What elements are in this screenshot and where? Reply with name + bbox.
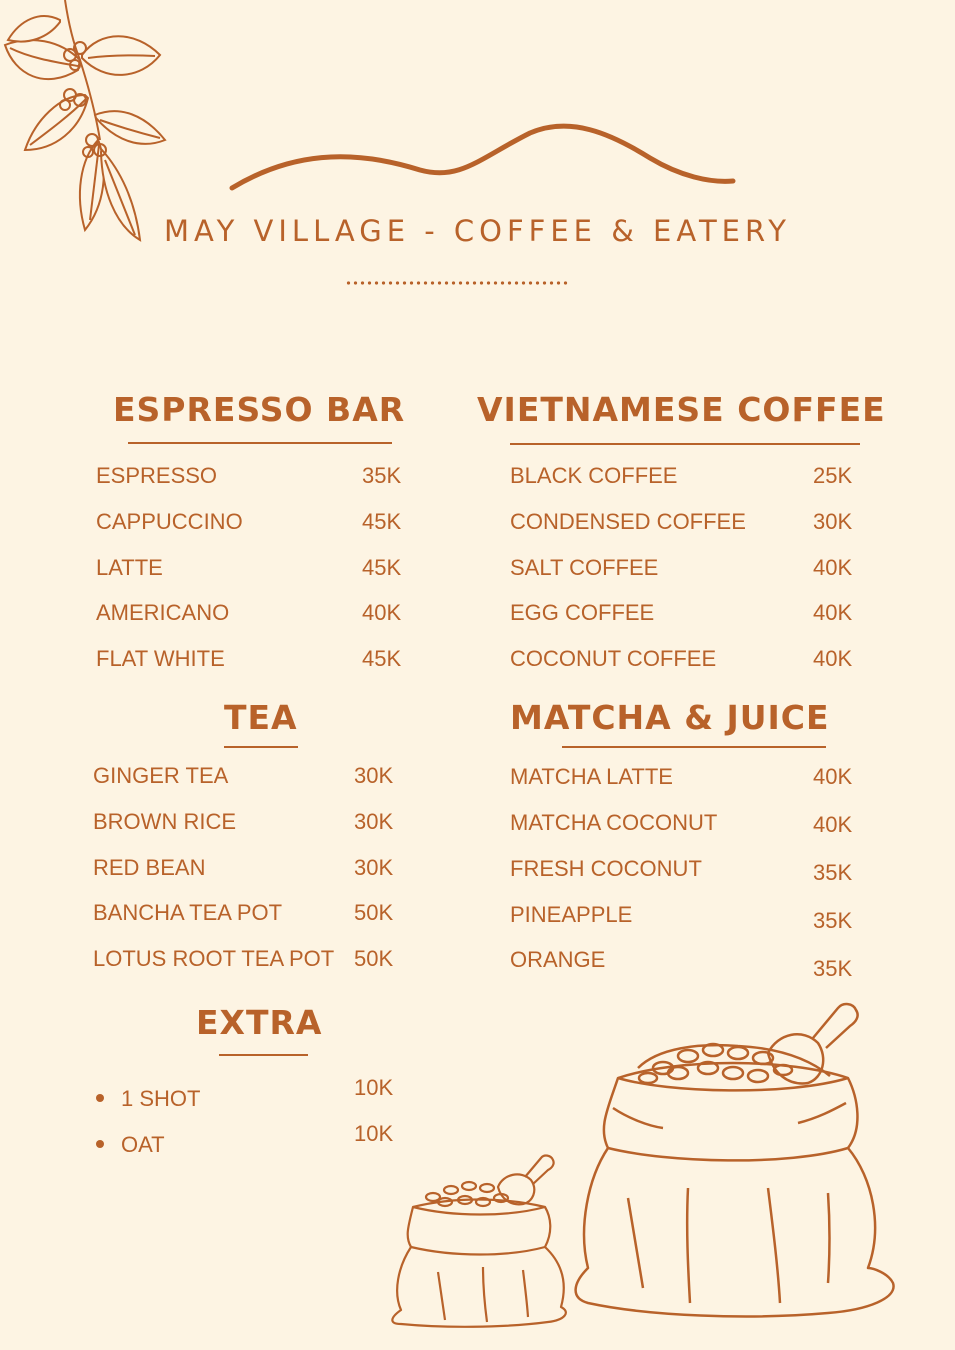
menu-item-name: BLACK COFFEE: [510, 463, 678, 488]
menu-item-name: CONDENSED COFFEE: [510, 509, 746, 534]
menu-item-name: PINEAPPLE: [510, 902, 633, 927]
menu-item-price: 50K: [354, 900, 394, 925]
menu-item-name: AMERICANO: [96, 600, 230, 625]
coffee-sack-large-icon: [568, 998, 903, 1333]
menu-item-name: LATTE: [96, 555, 163, 580]
menu-item-price: 30K: [354, 809, 394, 834]
dotted-divider: [345, 280, 570, 286]
menu-item-price: 35K: [813, 908, 853, 933]
menu-item-price: 35K: [813, 860, 853, 885]
menu-item-price: 45K: [362, 646, 402, 671]
menu-item-name: MATCHA COCONUT: [510, 810, 718, 835]
coffee-branch-icon: [0, 0, 170, 245]
menu-item-name: RED BEAN: [93, 855, 206, 880]
menu-item-name: CAPPUCCINO: [96, 509, 243, 534]
menu-item-price: 30K: [813, 509, 853, 534]
mountain-wave-icon: [230, 118, 735, 193]
menu-item-name: ESPRESSO: [96, 463, 218, 488]
page-title: MAY VILLAGE - COFFEE & EATERY: [163, 214, 792, 248]
bullet-icon: [96, 1094, 104, 1102]
extra-heading: EXTRA: [196, 1003, 323, 1042]
menu-item-name: ORANGE: [510, 947, 606, 972]
menu-item-price: 40K: [813, 555, 853, 580]
menu-item-name: SALT COFFEE: [510, 555, 659, 580]
menu-item-price: 40K: [362, 600, 402, 625]
bullet-icon: [96, 1140, 104, 1148]
menu-item-name: BANCHA TEA POT: [93, 900, 283, 925]
extra-rule: [219, 1054, 308, 1056]
menu-item-price: 25K: [813, 463, 853, 488]
tea-rule: [224, 746, 298, 748]
menu-item-price: 40K: [813, 764, 853, 789]
menu-item-price: 10K: [354, 1075, 394, 1100]
menu-item-price: 50K: [354, 946, 394, 971]
menu-item-name: LOTUS ROOT TEA POT: [93, 946, 335, 971]
menu-item-name: BROWN RICE: [93, 809, 236, 834]
menu-item-name: OAT: [121, 1132, 165, 1157]
vietnamese-rule: [510, 443, 860, 445]
matcha-rule: [562, 746, 826, 748]
tea-heading: TEA: [224, 698, 298, 737]
coffee-sack-small-icon: [383, 1152, 573, 1327]
menu-item-price: 45K: [362, 509, 402, 534]
menu-item-price: 40K: [813, 600, 853, 625]
menu-item-price: 35K: [362, 463, 402, 488]
menu-item-name: MATCHA LATTE: [510, 764, 673, 789]
espresso-rule: [128, 442, 392, 444]
espresso-heading: ESPRESSO BAR: [113, 390, 406, 429]
menu-item-name: GINGER TEA: [93, 763, 229, 788]
menu-item-price: 40K: [813, 812, 853, 837]
menu-item-price: 10K: [354, 1121, 394, 1146]
menu-item-price: 45K: [362, 555, 402, 580]
menu-item-price: 30K: [354, 763, 394, 788]
menu-item-name: FLAT WHITE: [96, 646, 225, 671]
menu-item-price: 35K: [813, 956, 853, 981]
menu-item-price: 40K: [813, 646, 853, 671]
menu-item-name: COCONUT COFFEE: [510, 646, 717, 671]
vietnamese-heading: VIETNAMESE COFFEE: [477, 390, 886, 429]
menu-item-name: 1 SHOT: [121, 1086, 201, 1111]
menu-item-name: FRESH COCONUT: [510, 856, 702, 881]
matcha-heading: MATCHA & JUICE: [510, 698, 830, 737]
menu-item-price: 30K: [354, 855, 394, 880]
menu-item-name: EGG COFFEE: [510, 600, 655, 625]
